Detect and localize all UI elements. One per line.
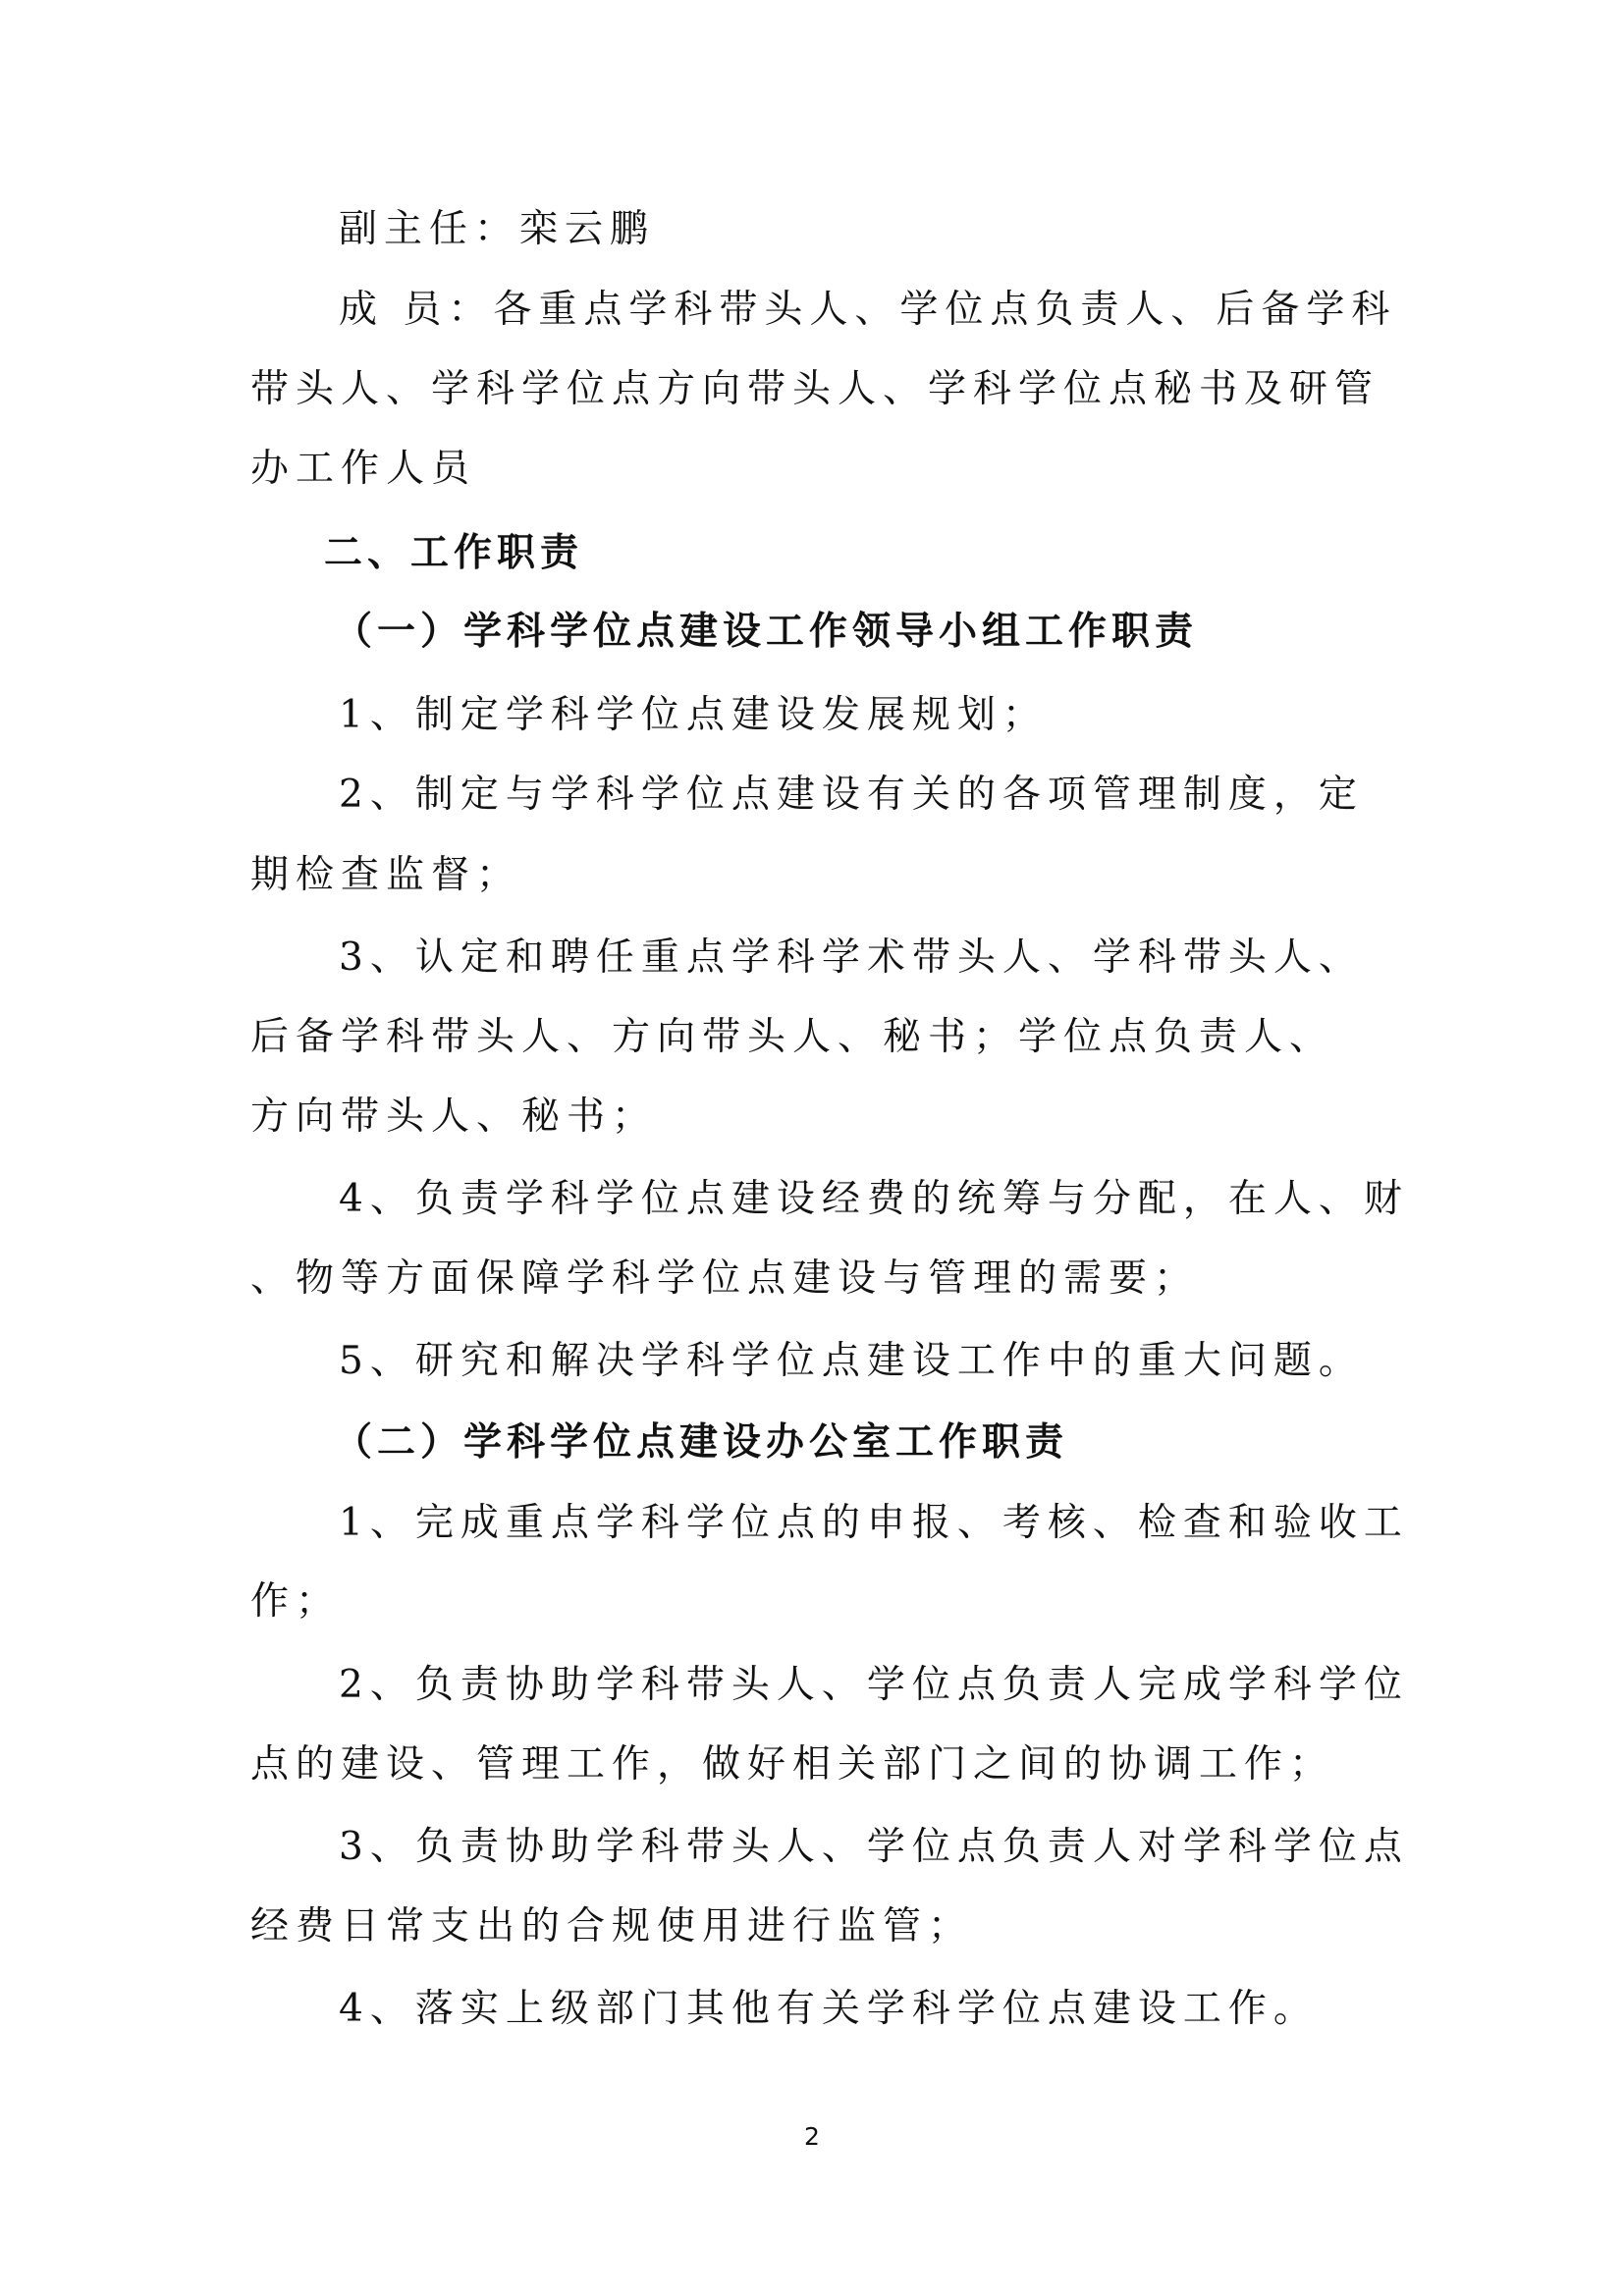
members-line-1: 成 员：各重点学科带头人、学位点负责人、后备学科 <box>339 288 1397 332</box>
office-item-2-line-1: 2、负责协助学科带头人、学位点负责人完成学科学位 <box>339 1663 1409 1707</box>
members-line-2: 带头人、学科学位点方向带头人、学科学位点秘书及研管 <box>250 367 1380 411</box>
leading-group-item-5: 5、研究和解决学科学位点建设工作中的重大问题。 <box>339 1339 1364 1383</box>
leading-group-item-3-line-2: 后备学科带头人、方向带头人、秘书；学位点负责人、 <box>250 1015 1335 1059</box>
office-item-3-line-2: 经费日常支出的合规使用进行监管； <box>250 1904 974 1949</box>
office-item-1-line-2: 作； <box>250 1579 342 1624</box>
office-item-1-line-1: 1、完成重点学科学位点的申报、考核、检查和验收工 <box>339 1501 1409 1545</box>
page-number: 2 <box>804 2122 820 2151</box>
leading-group-item-3-line-3: 方向带头人、秘书； <box>250 1095 658 1139</box>
leading-group-item-2-line-1: 2、制定与学科学位点建设有关的各项管理制度，定 <box>339 773 1364 817</box>
members-line-3: 办工作人员 <box>250 447 477 491</box>
office-item-3-line-1: 3、负责协助学科带头人、学位点负责人对学科学位点 <box>339 1825 1409 1869</box>
subsection-heading-office: （二）学科学位点建设办公室工作职责 <box>334 1420 1069 1465</box>
leading-group-item-4-line-2: 、物等方面保障学科学位点建设与管理的需要； <box>250 1256 1200 1301</box>
office-item-4: 4、落实上级部门其他有关学科学位点建设工作。 <box>339 1987 1319 2031</box>
leading-group-item-3-line-1: 3、认定和聘任重点学科学术带头人、学科带头人、 <box>339 935 1364 980</box>
deputy-director-line: 副主任：栾云鹏 <box>339 207 656 251</box>
section-heading-work-duties: 二、工作职责 <box>324 531 584 575</box>
leading-group-item-1: 1、制定学科学位点建设发展规划； <box>339 693 1048 737</box>
office-item-2-line-2: 点的建设、管理工作，做好相关部门之间的协调工作； <box>250 1742 1335 1787</box>
subsection-heading-leading-group: （一）学科学位点建设工作领导小组工作职责 <box>334 610 1199 654</box>
leading-group-item-2-line-2: 期检查监督； <box>250 853 522 897</box>
leading-group-item-4-line-1: 4、负责学科学位点建设经费的统筹与分配，在人、财 <box>339 1177 1409 1221</box>
